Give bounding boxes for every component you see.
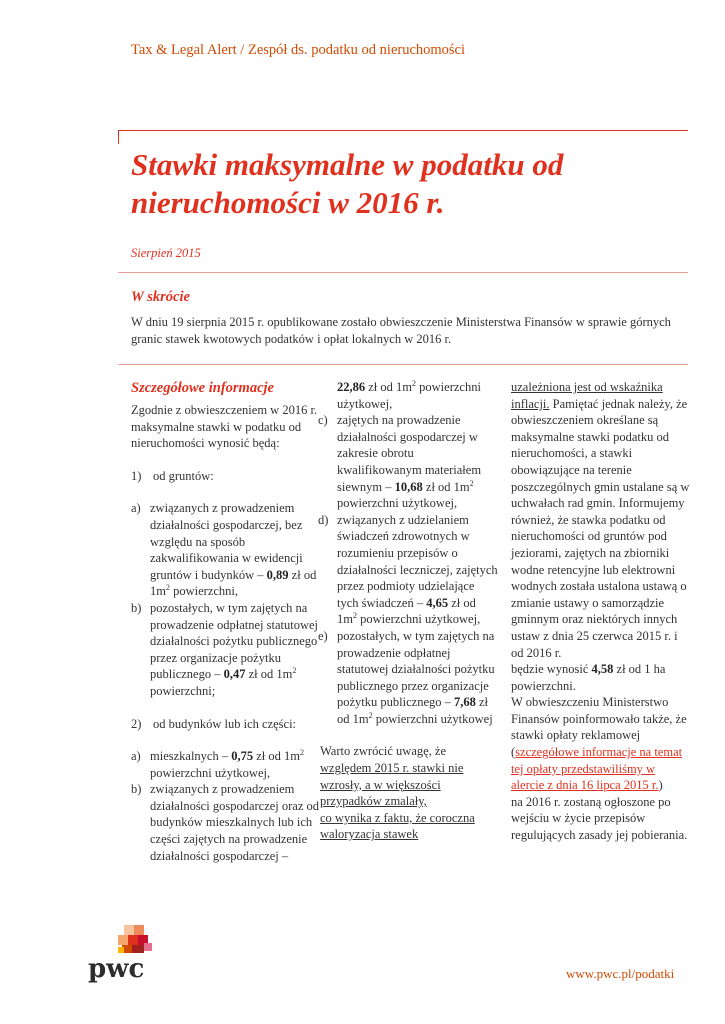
- list-letter: b): [131, 600, 142, 615]
- rate-unit: zł od: [337, 695, 489, 726]
- divider: [118, 364, 688, 365]
- rate-tail: powierzchni;: [150, 683, 216, 698]
- rate-unit: zł od 1m: [150, 567, 317, 599]
- list-text: [337, 512, 498, 628]
- rate-tail: powierzchni,: [173, 584, 239, 599]
- rate-unit: 1m: [396, 380, 413, 394]
- unit-exponent: 2: [352, 611, 357, 621]
- list-item: [131, 500, 321, 600]
- unit-exponent: 2: [412, 378, 417, 388]
- list-letter: a): [131, 749, 141, 764]
- unit-exponent: 2: [300, 747, 304, 757]
- pwc-logo: [88, 925, 163, 985]
- divider: [118, 272, 688, 273]
- rate-value: 0,75: [231, 749, 254, 764]
- header-divider-tick: [118, 130, 119, 144]
- list-item: [131, 468, 321, 485]
- list-item: [131, 716, 321, 733]
- list-letter: d): [318, 512, 329, 527]
- unit-exponent: 2: [469, 478, 474, 488]
- body-text: ): [658, 778, 663, 793]
- rate-value: 0,47: [223, 667, 246, 682]
- rate-unit: zł od 1 ha powierzchni.: [511, 662, 666, 693]
- body-text: Pamiętać jednak należy, że obwieszczeniem określane są maksymalne stawki podatku od nieruchomości, a stawki obowiązujące na terenie poszczególnych gmin ustalane są w uchwałach rad gmin. Informujemy również, że stawka podatku od nieruchomości od gruntów pod jeziorami, zajętych na zbiorniki wodne retencyjne lub elektrowni wodnych została ustalona ustawą o zmianie ustawy o samorządzie gminnym oraz niektórych innych ustaw z dnia 25 czerwca 2015 r. i od 2016 r.: [511, 396, 690, 660]
- body-text: będzie wynosić: [511, 662, 589, 677]
- list-item: [318, 628, 498, 728]
- unit-exponent: 2: [368, 710, 373, 720]
- item-text: związanych z prowadzeniem działalności gospodarczej, bez względu na sposób zakwalifikowania w ewidencji gruntów i budynków –: [150, 501, 303, 582]
- note-line: waloryzacja stawek: [320, 827, 419, 842]
- rate-tail: powierzchni użytkowej,: [337, 496, 458, 511]
- list-item: [318, 512, 498, 628]
- summary-text: W dniu 19 sierpnia 2015 r. opublikowane zostało obwieszczenie Ministerstwa Finansów w sprawie górnych granic stawek kwotowych podatków i opłat lokalnych w 2016 r.: [131, 315, 671, 346]
- rate-value: 0,89: [266, 567, 289, 582]
- rate-value: 22,86: [337, 380, 366, 394]
- list-item: [131, 748, 321, 781]
- list-item: [318, 412, 498, 512]
- rate-unit: zł od 1m: [337, 595, 476, 627]
- note-line: co wynika z faktu, że coroczna: [320, 810, 475, 825]
- article-title: Stawki maksymalne w podatku od nieruchomości w 2016 r.: [131, 147, 564, 220]
- list-text: [337, 628, 498, 728]
- footer-url[interactable]: www.pwc.pl/podatki: [566, 966, 675, 981]
- item-text: związanych z udzielaniem świadczeń zdrowotnych w rozumieniu przepisów o działalności leczniczej, zajętych przez podmioty udzielające tych świadczeń –: [337, 512, 498, 610]
- rate-value: 7,68: [454, 695, 476, 710]
- note-line: inflacji.: [511, 396, 550, 411]
- column-2: [318, 379, 498, 843]
- rate-value: 4,58: [591, 662, 614, 677]
- list-text: [337, 379, 498, 412]
- list-number: 1): [131, 468, 142, 483]
- list-letter: a): [131, 501, 141, 516]
- list-item: [131, 781, 321, 864]
- rate-tail: powierzchni użytkowej,: [360, 612, 481, 627]
- note-paragraph: [320, 743, 498, 843]
- details-heading: Szczegółowe informacje: [131, 380, 274, 396]
- logo-text: pwc: [88, 954, 145, 984]
- header-divider: [118, 130, 688, 131]
- rate-tail: powierzchni użytkowej,: [337, 380, 481, 411]
- rate-tail: powierzchni użytkowej,: [150, 765, 271, 780]
- item-text: pozostałych, w tym zajętych na prowadzenie odpłatnej statutowej działalności pożytku publicznego przez organizacje pożytku publicznego –: [337, 628, 495, 710]
- list-text: [150, 500, 321, 600]
- rate-unit: zł od: [248, 667, 274, 682]
- item-text: związanych z prowadzeniem działalności gospodarczej oraz od budynków mieszkalnych lub ich części zajętych na prowadzenie działalności gospodarczej –: [150, 782, 320, 863]
- list-number: 2): [131, 716, 142, 731]
- note-line: uzależniona jest od wskaźnika: [511, 380, 663, 394]
- note-line: wzrosły, a w większości: [320, 777, 441, 792]
- item-text: zajętych na prowadzenie działalności gospodarczej w zakresie obrotu kwalifikowanym materiałem siewnym –: [337, 413, 482, 494]
- details-intro: Zgodnie z obwieszczeniem w 2016 r. maksymalne stawki w podatku od nieruchomości wynosić będą:: [131, 403, 318, 451]
- column-3: [511, 379, 691, 844]
- body-text: na 2016 r. zostaną ogłoszone po wejściu w życie przepisów regulujących zasady jej pobierania.: [511, 794, 688, 843]
- list-label: od budynków lub ich części:: [153, 716, 297, 731]
- column-1: [131, 379, 321, 864]
- rate-unit: 1m: [352, 711, 369, 726]
- list-item-continued: [318, 379, 498, 412]
- note-line: przypadków zmalały,: [320, 794, 427, 809]
- unit-exponent: 2: [165, 583, 170, 593]
- list-text: [337, 412, 498, 512]
- item-text: mieszkalnych –: [150, 749, 229, 764]
- rate-unit: zł od: [368, 380, 393, 394]
- rate-unit: zł od 1m: [425, 479, 470, 494]
- rate-unit: 1m: [284, 749, 300, 764]
- note-line: względem 2015 r. stawki nie: [320, 761, 464, 776]
- note-line: Warto zwrócić uwagę, że: [320, 744, 447, 759]
- list-text: [150, 600, 321, 700]
- list-letter: e): [318, 628, 328, 643]
- rate-value: 10,68: [394, 479, 423, 494]
- body-text: W obwieszczeniu Ministerstwo Finansów poinformowało także, że stawki opłaty reklamowej (: [511, 695, 687, 760]
- rate-unit: zł od: [256, 749, 281, 764]
- alert-link[interactable]: szczegółowe informacje na temat tej opłaty przedstawiliśmy w alercie z dnia 16 lipca 2015 r.: [511, 745, 683, 793]
- summary-heading: W skrócie: [131, 289, 190, 305]
- unit-exponent: 2: [292, 666, 297, 676]
- list-label: od gruntów:: [153, 468, 214, 483]
- article-date: Sierpień 2015: [131, 246, 201, 260]
- rate-tail: powierzchni użytkowej: [375, 711, 493, 726]
- rate-unit: 1m: [276, 667, 293, 682]
- rate-value: 4,65: [426, 595, 449, 610]
- pwc-logo-mark: [88, 925, 163, 985]
- list-text: [150, 748, 321, 781]
- list-letter: b): [131, 782, 142, 797]
- header-title: Tax & Legal Alert / Zespół ds. podatku od nieruchomości: [131, 42, 466, 58]
- item-text: pozostałych, w tym zajętych na prowadzenie odpłatnej statutowej działalności pożytku publicznego przez organizacje pożytku publicznego –: [150, 600, 318, 682]
- list-letter: c): [318, 413, 328, 428]
- list-item: [131, 600, 321, 700]
